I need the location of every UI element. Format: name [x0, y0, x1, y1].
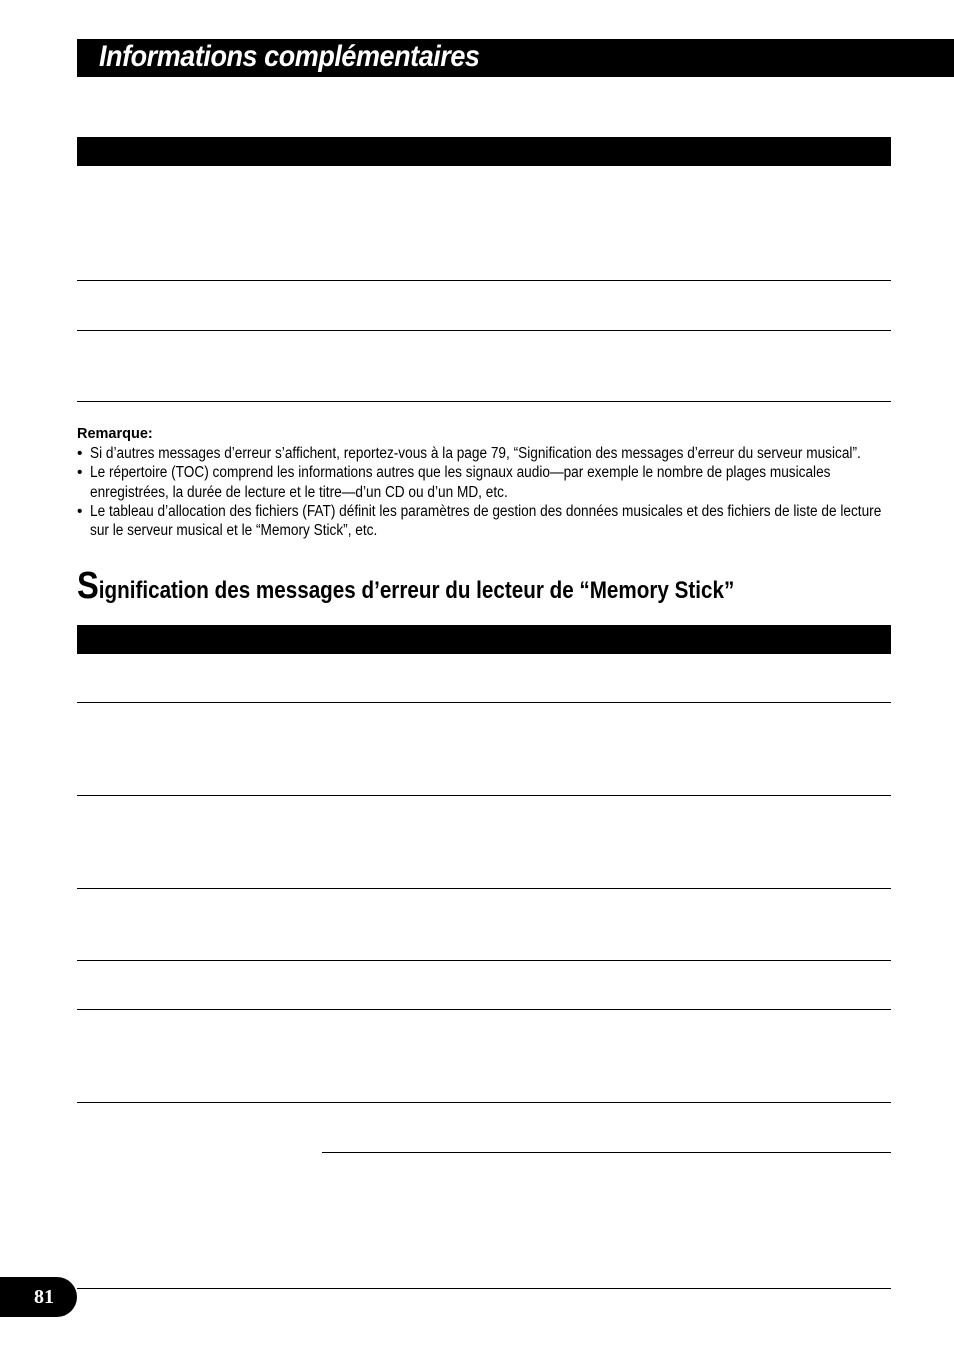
page-number: 81: [34, 1286, 54, 1308]
table-row-divider: [77, 1102, 891, 1103]
table-row-divider: [77, 888, 891, 889]
table-row-divider: [77, 280, 891, 281]
table-row-divider: [77, 795, 891, 796]
footer-rule: [77, 1288, 891, 1289]
table-row-divider: [322, 1152, 891, 1153]
bullet-icon: •: [77, 502, 83, 520]
bullet-icon: •: [77, 464, 83, 482]
remark-block: [77, 425, 891, 540]
remark-list: [77, 444, 891, 540]
remark-title: Remarque:: [77, 426, 153, 442]
table-header-bar: [77, 137, 891, 166]
page-title: Informations complémentaires: [99, 40, 480, 73]
table-row-divider: [77, 330, 891, 331]
section-heading-text: ignification des messages d’erreur du lecteur de “Memory Stick”: [98, 577, 735, 604]
remark-item: • Le tableau d’allocation des fichiers (FAT) définit les paramètres de gestion des données musicales et des fichiers de liste de lecture sur le serveur musical et le “Memory Stick”, etc.: [77, 502, 882, 540]
table-row-divider: [77, 960, 891, 961]
table-row-divider: [77, 702, 891, 703]
section-heading: [77, 566, 734, 606]
bullet-icon: •: [77, 445, 83, 463]
table-header-bar: [77, 625, 891, 654]
page-number-tab: [0, 1277, 77, 1317]
section-heading-initial: S: [77, 565, 99, 607]
remark-item: • Si d’autres messages d’erreur s’affichent, reportez-vous à la page 79, “Signification des messages d’erreur du serveur musical”.: [77, 445, 861, 463]
table-row-divider: [77, 1009, 891, 1010]
remark-item: • Le répertoire (TOC) comprend les informations autres que les signaux audio—par exemple le nombre de plages musicales enregistrées, la durée de lecture et le titre—d’un CD ou d’un MD, etc.: [77, 464, 831, 501]
header-bar: [77, 39, 954, 77]
table-row-divider: [77, 401, 891, 402]
